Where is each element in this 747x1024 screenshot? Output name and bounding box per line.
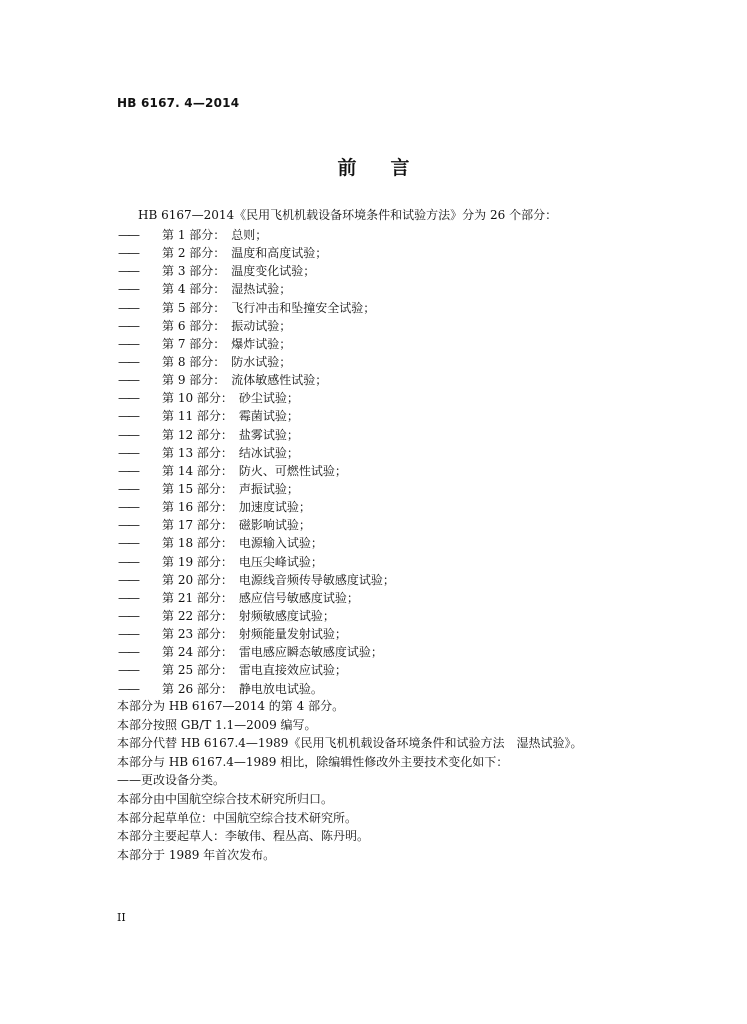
- part-number: 第 10 部分：: [162, 391, 233, 406]
- part-number: 第 17 部分：: [162, 518, 233, 533]
- part-item: [118, 353, 395, 371]
- list-dash: ——: [118, 318, 138, 333]
- list-dash: ——: [118, 536, 138, 551]
- part-number: 第 2 部分：: [162, 246, 226, 261]
- part-number: 第 23 部分：: [162, 627, 233, 642]
- part-title: 砂尘试验；: [238, 391, 299, 406]
- list-dash: ——: [118, 627, 138, 642]
- part-number: 第 24 部分：: [162, 645, 233, 660]
- part-item: [118, 335, 395, 353]
- list-dash: ——: [118, 645, 138, 660]
- part-title: 加速度试验；: [238, 500, 311, 515]
- part-title: 射频敏感度试验；: [238, 609, 335, 624]
- list-dash: ——: [118, 355, 138, 370]
- part-number: 第 5 部分：: [162, 300, 226, 315]
- part-item: [118, 516, 395, 534]
- part-item: [118, 444, 395, 462]
- page-title: [0, 153, 747, 180]
- list-dash: ——: [118, 300, 138, 315]
- list-dash: ——: [118, 681, 138, 696]
- part-title: 磁影响试验；: [238, 518, 311, 533]
- part-title: 飞行冲击和坠撞安全试验；: [231, 300, 376, 315]
- list-dash: ——: [118, 572, 138, 587]
- part-item: [118, 480, 395, 498]
- part-item: [118, 571, 395, 589]
- list-dash: ——: [118, 391, 138, 406]
- list-dash: ——: [118, 590, 138, 605]
- part-item: [118, 426, 395, 444]
- part-item: [118, 226, 395, 244]
- part-number: 第 4 部分：: [162, 282, 226, 297]
- part-item: [118, 589, 395, 607]
- list-dash: ——: [118, 264, 138, 279]
- part-title: 静电放电试验。: [238, 681, 323, 696]
- list-dash: ——: [118, 228, 138, 243]
- part-item: [118, 553, 395, 571]
- part-number: 第 15 部分：: [162, 482, 233, 497]
- part-title: 防火、可燃性试验；: [238, 463, 347, 478]
- part-number: 第 20 部分：: [162, 572, 233, 587]
- note-line: 本部分主要起草人：李敏伟、程丛高、陈丹明。: [117, 829, 370, 844]
- part-item: [118, 317, 395, 335]
- page-number: II: [117, 911, 126, 924]
- part-number: 第 18 部分：: [162, 536, 233, 551]
- list-dash: ——: [118, 246, 138, 261]
- note-line: 本部分按照 GB/T 1.1—2009 编写。: [117, 717, 317, 732]
- note-line: 本部分由中国航空综合技术研究所归口。: [117, 791, 334, 806]
- part-number: 第 9 部分：: [162, 373, 226, 388]
- part-number: 第 14 部分：: [162, 463, 233, 478]
- part-item: [118, 680, 395, 698]
- part-title: 电源输入试验；: [238, 536, 323, 551]
- note-line: ——更改设备分类。: [117, 773, 226, 788]
- part-number: 第 1 部分：: [162, 228, 226, 243]
- part-title: 温度变化试验；: [231, 264, 316, 279]
- part-title: 电压尖峰试验；: [238, 554, 323, 569]
- part-title: 爆炸试验；: [231, 336, 292, 351]
- list-dash: ——: [118, 373, 138, 388]
- list-dash: ——: [118, 427, 138, 442]
- note-line: 本部分代替 HB 6167.4—1989《民用飞机机载设备环境条件和试验方法 湿热试验》。: [117, 736, 583, 751]
- intro-paragraph: HB 6167—2014《民用飞机机载设备环境条件和试验方法》分为 26 个部分：: [138, 208, 558, 222]
- part-title: 雷电感应瞬态敏感度试验；: [238, 645, 383, 660]
- part-title: 电源线音频传导敏感度试验；: [238, 572, 395, 587]
- part-title: 振动试验；: [231, 318, 292, 333]
- part-title: 流体敏感性试验；: [231, 373, 328, 388]
- part-item: [118, 299, 395, 317]
- part-number: 第 19 部分：: [162, 554, 233, 569]
- part-number: 第 12 部分：: [162, 427, 233, 442]
- part-item: [118, 661, 395, 679]
- list-dash: ——: [118, 518, 138, 533]
- note-line: 本部分起草单位：中国航空综合技术研究所。: [117, 810, 358, 825]
- part-number: 第 21 部分：: [162, 590, 233, 605]
- part-item: [118, 389, 395, 407]
- list-dash: ——: [118, 409, 138, 424]
- list-dash: ——: [118, 445, 138, 460]
- part-item: [118, 407, 395, 425]
- part-number: 第 8 部分：: [162, 355, 226, 370]
- part-title: 盐雾试验；: [238, 427, 299, 442]
- part-title: 感应信号敏感度试验；: [238, 590, 359, 605]
- part-number: 第 7 部分：: [162, 336, 226, 351]
- part-title: 声振试验；: [238, 482, 299, 497]
- notes-list: [117, 697, 582, 864]
- part-item: [118, 643, 395, 661]
- part-number: 第 26 部分：: [162, 681, 233, 696]
- part-number: 第 6 部分：: [162, 318, 226, 333]
- list-dash: ——: [118, 282, 138, 297]
- part-number: 第 13 部分：: [162, 445, 233, 460]
- list-dash: ——: [118, 482, 138, 497]
- part-item: [118, 498, 395, 516]
- part-item: [118, 534, 395, 552]
- part-item: [118, 462, 395, 480]
- part-title: 湿热试验；: [231, 282, 292, 297]
- part-title: 温度和高度试验；: [231, 246, 328, 261]
- part-number: 第 25 部分：: [162, 663, 233, 678]
- note-line: 本部分为 HB 6167—2014 的第 4 部分。: [117, 699, 345, 713]
- part-title: 结冰试验；: [238, 445, 299, 460]
- list-dash: ——: [118, 336, 138, 351]
- part-number: 第 16 部分：: [162, 500, 233, 515]
- part-number: 第 22 部分：: [162, 609, 233, 624]
- part-title: 霉菌试验；: [238, 409, 299, 424]
- part-number: 第 11 部分：: [162, 409, 233, 424]
- title-char-1: 前: [337, 157, 357, 179]
- part-item: [118, 262, 395, 280]
- part-title: 射频能量发射试验；: [238, 627, 347, 642]
- list-dash: ——: [118, 609, 138, 624]
- part-item: [118, 280, 395, 298]
- document-code: HB 6167. 4—2014: [117, 96, 240, 110]
- list-dash: ——: [118, 663, 138, 678]
- part-title: 防水试验；: [231, 355, 292, 370]
- note-line: 本部分与 HB 6167.4—1989 相比，除编辑性修改外主要技术变化如下：: [117, 754, 509, 769]
- part-title: 总则；: [231, 228, 268, 243]
- list-dash: ——: [118, 500, 138, 515]
- part-item: [118, 371, 395, 389]
- parts-list: [118, 226, 395, 698]
- part-title: 雷电直接效应试验；: [238, 663, 347, 678]
- list-dash: ——: [118, 463, 138, 478]
- part-number: 第 3 部分：: [162, 264, 226, 279]
- title-char-2: 言: [390, 157, 410, 179]
- part-item: [118, 607, 395, 625]
- list-dash: ——: [118, 554, 138, 569]
- note-line: 本部分于 1989 年首次发布。: [117, 847, 276, 862]
- part-item: [118, 625, 395, 643]
- part-item: [118, 244, 395, 262]
